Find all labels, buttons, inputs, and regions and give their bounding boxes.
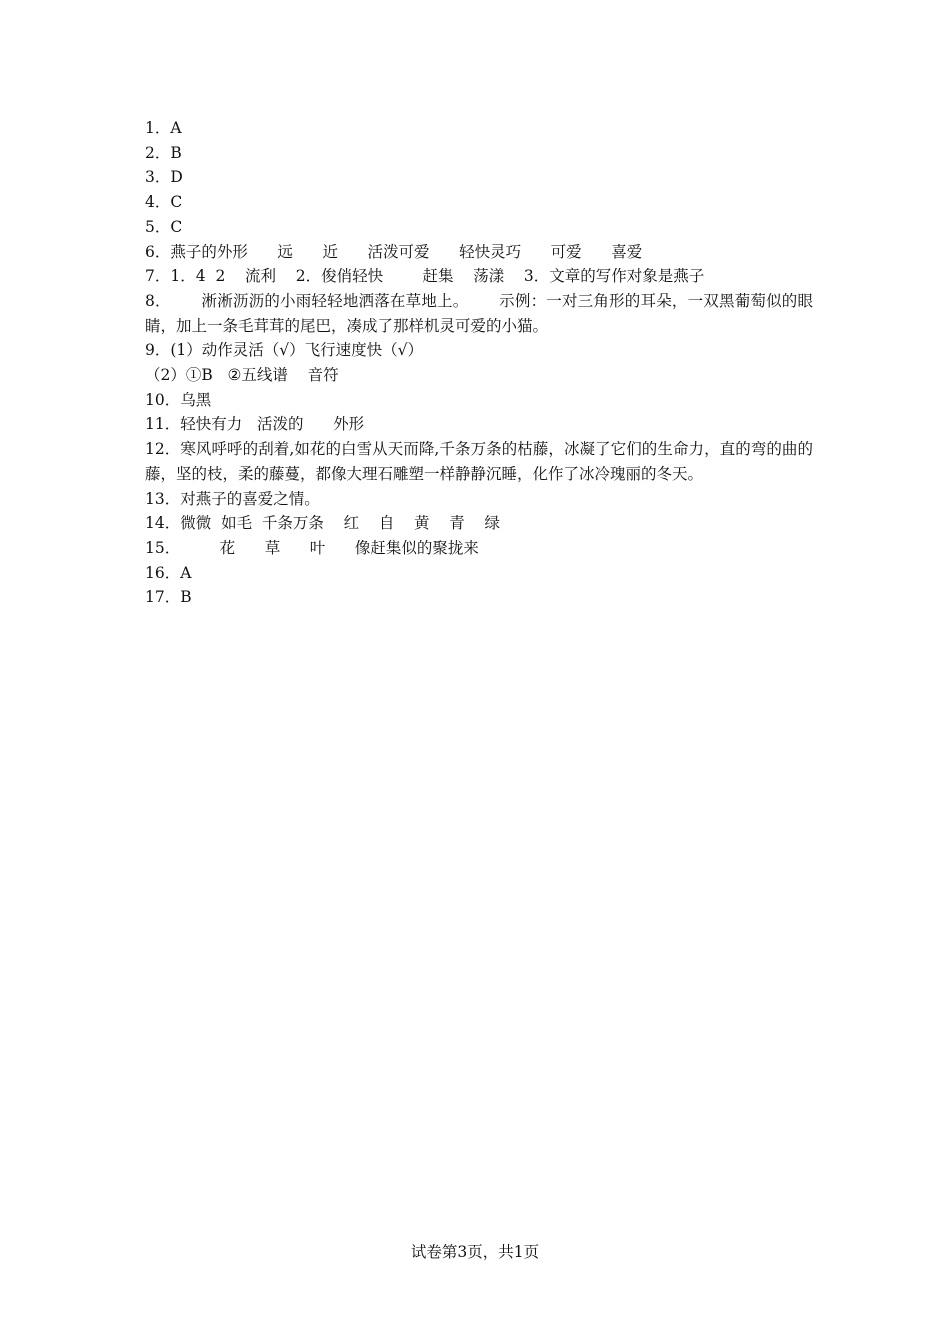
answer-item-6: 6．燕子的外形 远 近 活泼可爱 轻快灵巧 可爱 喜爱 [145, 242, 643, 261]
answer-item-1: 1．A [145, 119, 182, 137]
answer-item-3: 3．D [145, 168, 183, 187]
answer-item-4: 4．C [145, 193, 183, 212]
answer-item-9: 9．(1）动作灵活（√）飞行速度快（√） [145, 341, 424, 360]
answer-item-12: 12．寒风呼呼的刮着,如花的白雪从天而降,千条万条的枯藤，冰凝了它们的生命力，直的弯的曲的藤，坚的枝，柔的藤蔓，都像大理石雕塑一样静静沉睡，化作了冰冷瑰丽的冬天。 [145, 440, 813, 483]
page-footer: 试卷第3页，共1页 [410, 1243, 540, 1261]
answer-item-5: 5．C [145, 217, 183, 236]
answer-item-16: 16．A [145, 563, 192, 582]
answer-item-13: 13．对燕子的喜爱之情。 [145, 489, 320, 508]
answer-list [145, 116, 813, 610]
answer-item-7: 7．1．4 2 流利 2．俊俏轻快 赶集 荡漾 3．文章的写作对象是燕子 [145, 267, 705, 286]
answer-item-14: 14．微微 如毛 千条万条 红 自 黄 青 绿 [145, 514, 500, 533]
answer-item-8: 8． 淅淅沥沥的小雨轻轻地洒落在草地上。 示例：一对三角形的耳朵，一双黑葡萄似的眼睛，加上一条毛茸茸的尾巴，凑成了那样机灵可爱的小猫。 [145, 291, 813, 335]
answer-item-10: 10．乌黑 [145, 390, 212, 409]
answer-item-17: 17．B [145, 588, 192, 607]
answer-item-2: 2．B [145, 143, 182, 162]
answer-item-9-part-2: （2）①B ②五线谱 音符 [145, 366, 339, 385]
answer-item-11: 11．轻快有力 活泼的 外形 [145, 415, 365, 434]
answer-item-15: 15． 花 草 叶 像赶集似的聚拢来 [145, 538, 479, 557]
